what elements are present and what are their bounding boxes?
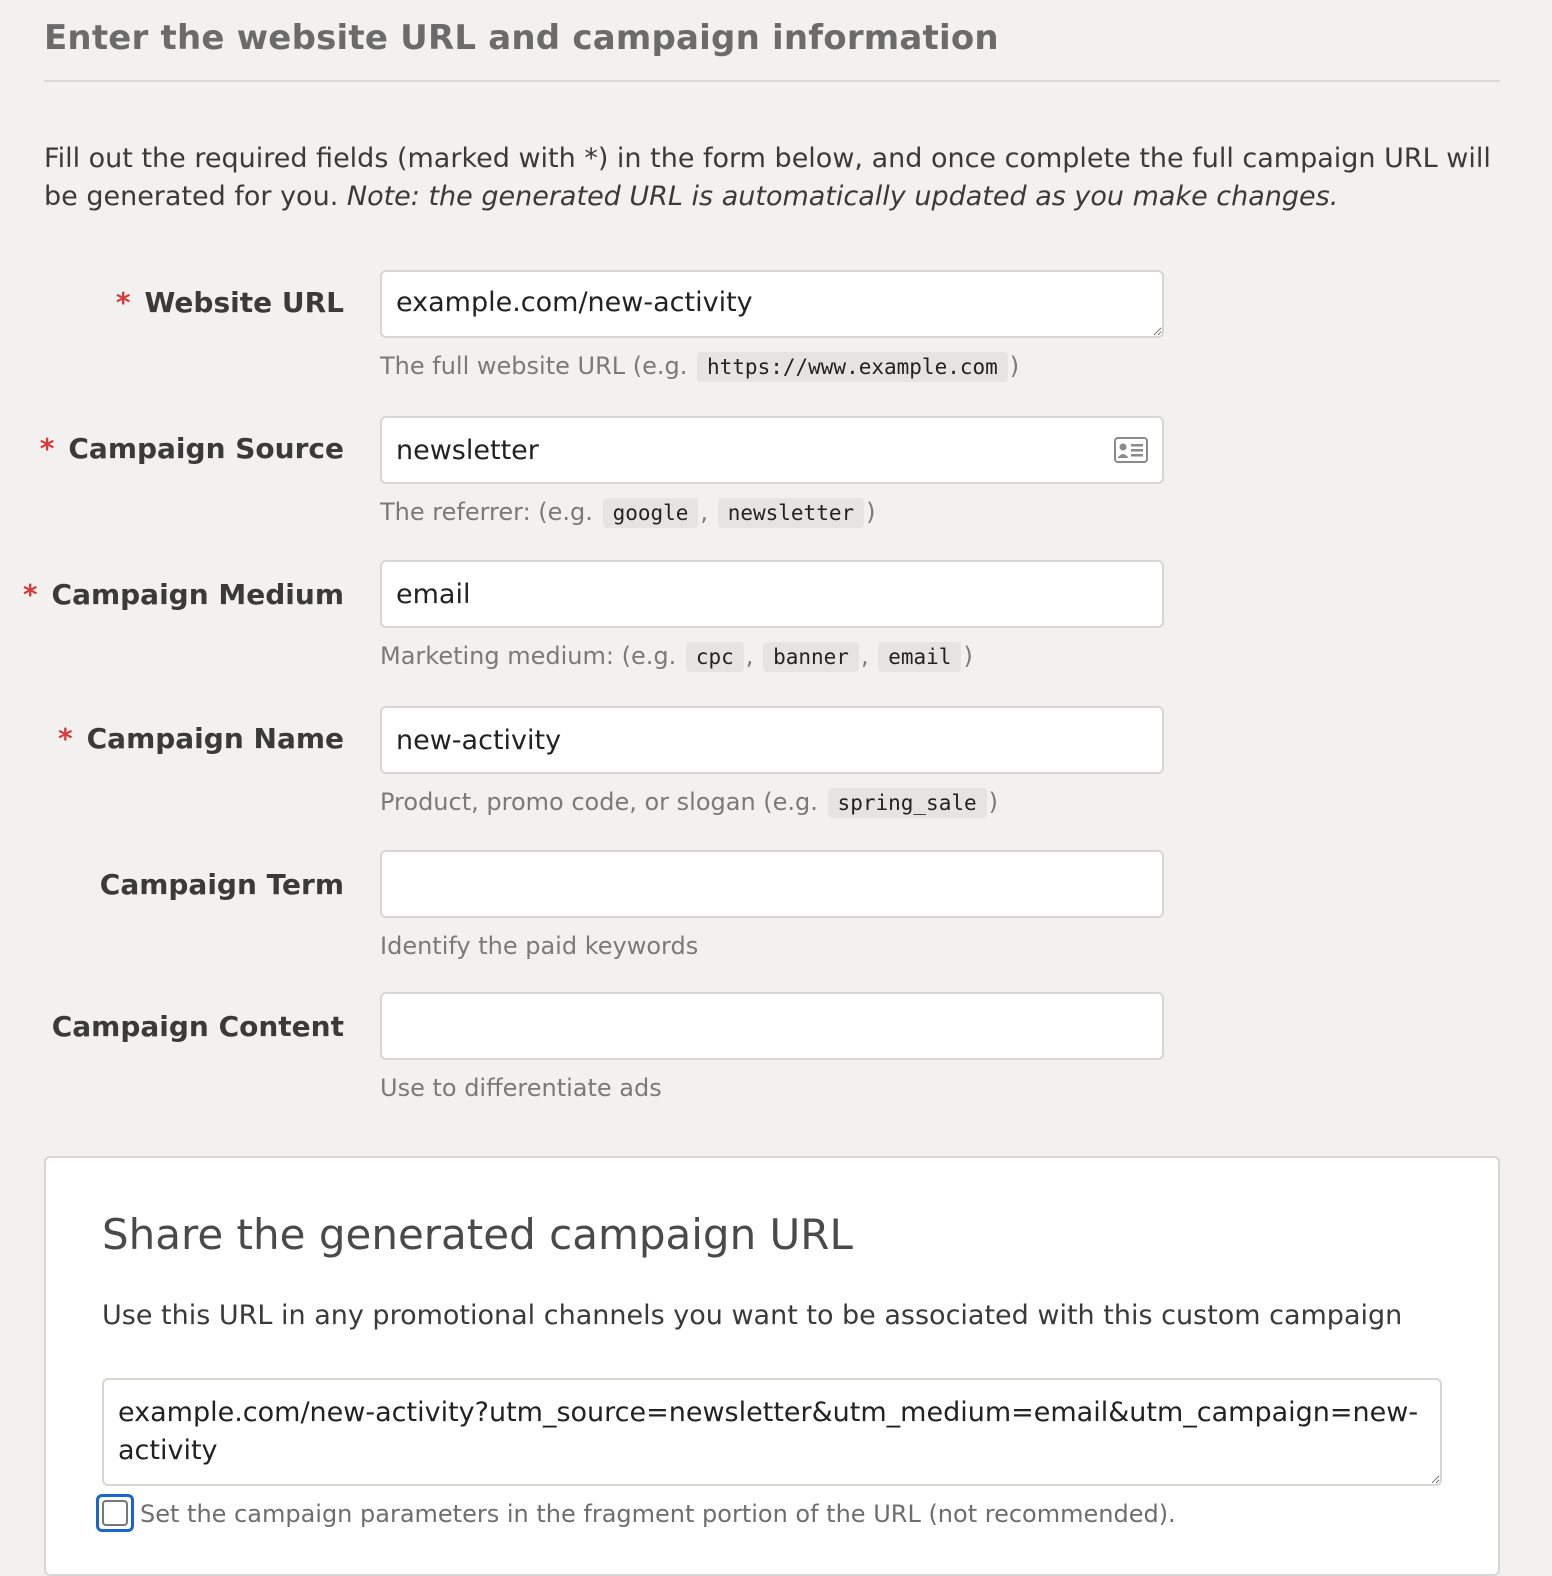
campaign-content-help: Use to differentiate ads <box>380 1074 662 1102</box>
help-text: The full website URL (e.g. <box>380 352 688 380</box>
campaign-term-help: Identify the paid keywords <box>380 932 699 960</box>
campaign-medium-label-text: Campaign Medium <box>51 578 344 611</box>
help-example-code: newsletter <box>718 498 864 528</box>
help-suffix: ) <box>988 788 998 816</box>
website-url-label-text: Website URL <box>144 286 344 319</box>
section-title: Enter the website URL and campaign information <box>44 18 999 58</box>
help-text: Marketing medium: (e.g. <box>380 642 677 670</box>
help-example-code: google <box>603 498 699 528</box>
help-suffix: ) <box>963 642 973 670</box>
required-marker: * <box>39 432 55 465</box>
help-example-code: https://www.example.com <box>697 352 1008 382</box>
campaign-source-input[interactable] <box>380 416 1164 484</box>
campaign-term-input[interactable] <box>380 850 1164 918</box>
fragment-checkbox-label[interactable]: Set the campaign parameters in the fragment portion of the URL (not recommended). <box>140 1500 1176 1528</box>
campaign-name-help <box>380 788 998 818</box>
contact-card-icon[interactable] <box>1114 437 1148 463</box>
intro-note: Note: the generated URL is automatically updated as you make changes. <box>346 181 1339 212</box>
help-text: The referrer: (e.g. <box>380 498 593 526</box>
generated-url-output[interactable] <box>102 1378 1442 1486</box>
title-divider <box>44 80 1500 82</box>
help-suffix: ) <box>1009 352 1020 380</box>
required-marker: * <box>22 578 38 611</box>
campaign-name-label-text: Campaign Name <box>86 722 344 755</box>
campaign-name-label <box>58 722 344 755</box>
campaign-medium-help <box>380 642 973 672</box>
help-example-code: cpc <box>686 642 744 672</box>
required-marker: * <box>115 286 131 319</box>
help-text: Product, promo code, or slogan (e.g. <box>380 788 818 816</box>
website-url-help <box>380 352 1019 382</box>
fragment-checkbox[interactable] <box>96 1494 134 1532</box>
campaign-name-input[interactable] <box>380 706 1164 774</box>
campaign-source-label-text: Campaign Source <box>68 432 344 465</box>
campaign-content-label: Campaign Content <box>51 1010 344 1043</box>
website-url-input[interactable] <box>380 270 1164 338</box>
campaign-source-label <box>40 432 344 465</box>
help-suffix: ) <box>866 498 876 526</box>
help-separator: , <box>745 642 754 670</box>
intro-text <box>44 140 1514 216</box>
website-url-label <box>116 286 344 319</box>
campaign-medium-label <box>23 578 344 611</box>
campaign-content-input[interactable] <box>380 992 1164 1060</box>
help-example-code: spring_sale <box>828 788 987 818</box>
help-example-code: email <box>878 642 961 672</box>
share-title: Share the generated campaign URL <box>102 1210 853 1259</box>
help-example-code: banner <box>763 642 859 672</box>
share-description: Use this URL in any promotional channels you want to be associated with this custom campaign <box>102 1300 1403 1331</box>
help-separator: , <box>700 498 709 526</box>
campaign-term-label: Campaign Term <box>99 868 344 901</box>
campaign-source-help <box>380 498 876 528</box>
required-marker: * <box>57 722 73 755</box>
intro-main: Fill out the required fields (marked with *) in the form below, and once complete the full campaign URL will be generated for you. <box>44 143 1491 212</box>
campaign-medium-input[interactable] <box>380 560 1164 628</box>
help-separator: , <box>860 642 869 670</box>
